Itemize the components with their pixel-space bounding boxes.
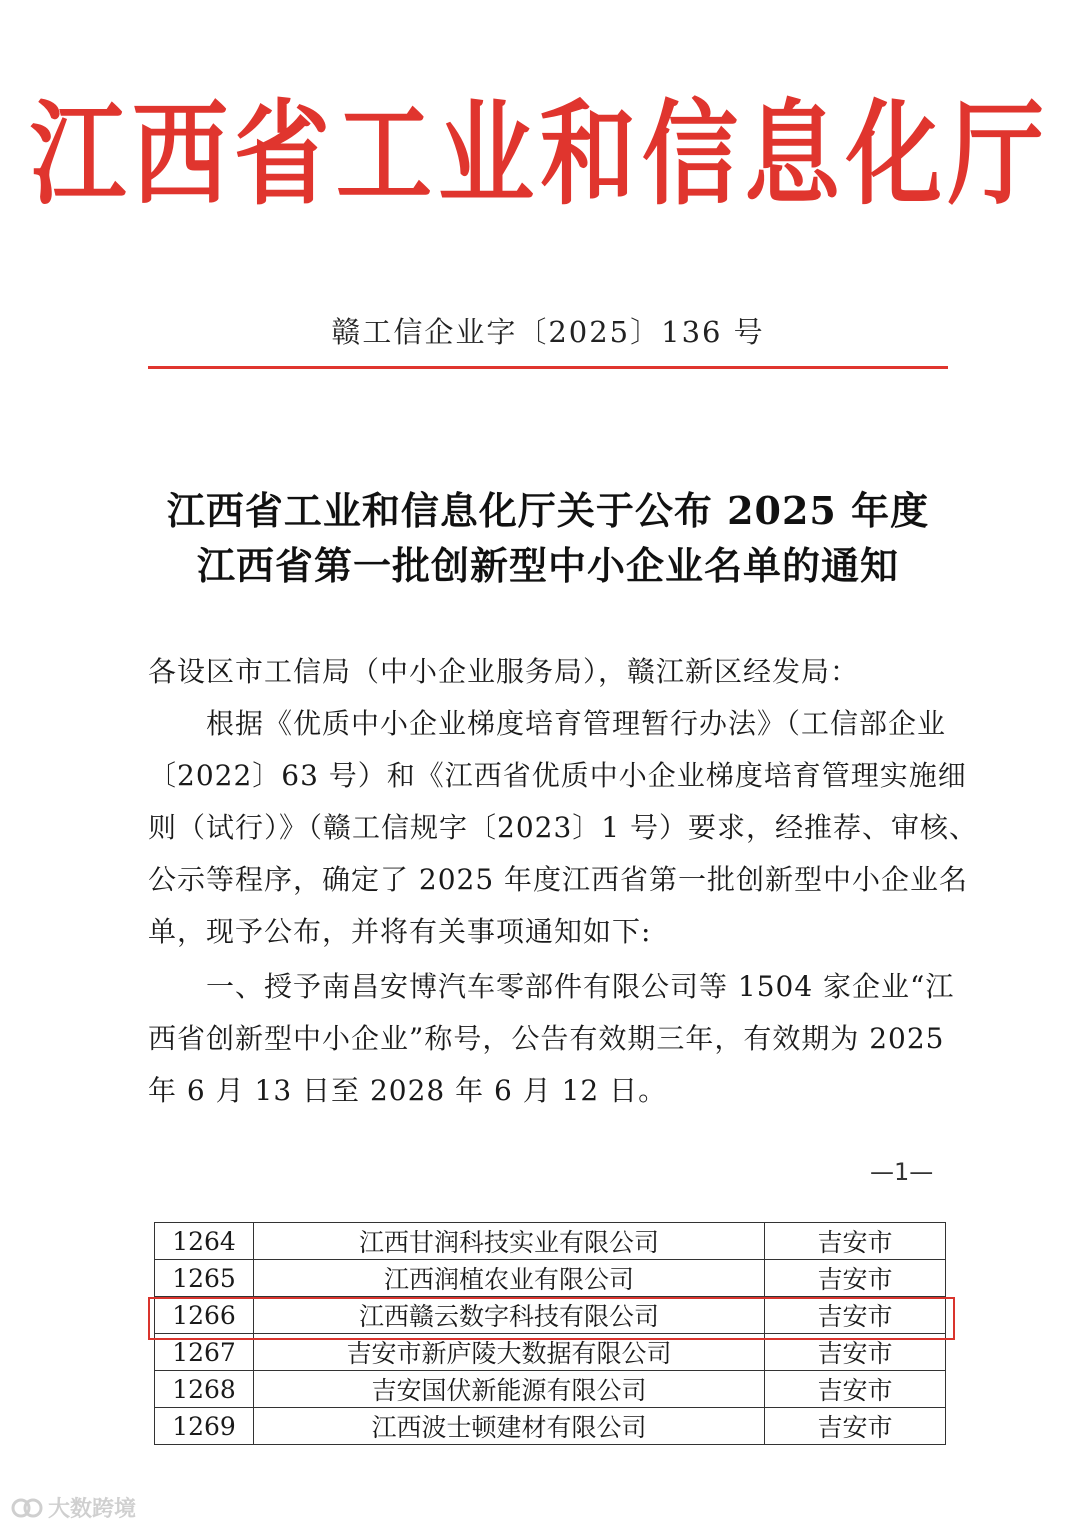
row-number: 1269: [155, 1408, 254, 1445]
company-name: 吉安市新庐陵大数据有限公司: [254, 1334, 765, 1371]
body-line: 各设区市工信局（中小企业服务局），赣江新区经发局：: [148, 655, 860, 688]
body-line: 〔2022〕63 号）和《江西省优质中小企业梯度培育管理实施细: [148, 759, 967, 792]
city: 吉安市: [765, 1334, 946, 1371]
body-line: 年 6 月 13 日至 2028 年 6 月 12 日。: [148, 1074, 668, 1107]
body-line: 西省创新型中小企业”称号，公告有效期三年，有效期为 2025: [148, 1022, 945, 1055]
table-row: [155, 1371, 946, 1408]
city: 吉安市: [765, 1223, 946, 1260]
row-number: 1264: [155, 1223, 254, 1260]
table-row: [155, 1260, 946, 1297]
body-line: 一、授予南昌安博汽车零部件有限公司等 1504 家企业“江: [148, 970, 955, 1003]
notice-title-line-2: 江西省第一批创新型中小企业名单的通知: [196, 543, 899, 588]
page-number: —1—: [870, 1158, 934, 1186]
watermark-text: 大数跨境: [48, 1497, 137, 1522]
row-number: 1268: [155, 1371, 254, 1408]
body-line: 根据《优质中小企业梯度培育管理暂行办法》（工信部企业: [148, 707, 947, 740]
city: 吉安市: [765, 1371, 946, 1408]
body-line: 公示等程序，确定了 2025 年度江西省第一批创新型中小企业名: [148, 863, 969, 896]
company-name: 江西甘润科技实业有限公司: [254, 1223, 765, 1260]
table-row: [155, 1223, 946, 1260]
row-number: 1266: [155, 1297, 254, 1334]
notice-title-line-1: 江西省工业和信息化厅关于公布 2025 年度: [166, 488, 930, 533]
city: 吉安市: [765, 1297, 946, 1334]
company-name: 江西润植农业有限公司: [254, 1260, 765, 1297]
body-line: 则（试行）》（赣工信规字〔2023〕1 号）要求，经推荐、审核、: [148, 811, 978, 844]
row-number: 1265: [155, 1260, 254, 1297]
body-line: 单，现予公布，并将有关事项通知如下:: [148, 915, 652, 948]
red-divider: [148, 366, 948, 369]
highlight-box: [148, 1297, 955, 1340]
company-name: 江西赣云数字科技有限公司: [254, 1297, 765, 1334]
watermark-logo-icon: [10, 1495, 44, 1521]
org-masthead: 江西省工业和信息化厅: [30, 87, 1050, 221]
document-number: 赣工信企业字〔2025〕136 号: [331, 315, 765, 349]
company-name: 吉安国伏新能源有限公司: [254, 1371, 765, 1408]
row-number: 1267: [155, 1334, 254, 1371]
city: 吉安市: [765, 1260, 946, 1297]
city: 吉安市: [765, 1408, 946, 1445]
table-row: [155, 1408, 946, 1445]
watermark: [10, 1492, 136, 1523]
company-name: 江西波士顿建材有限公司: [254, 1408, 765, 1445]
